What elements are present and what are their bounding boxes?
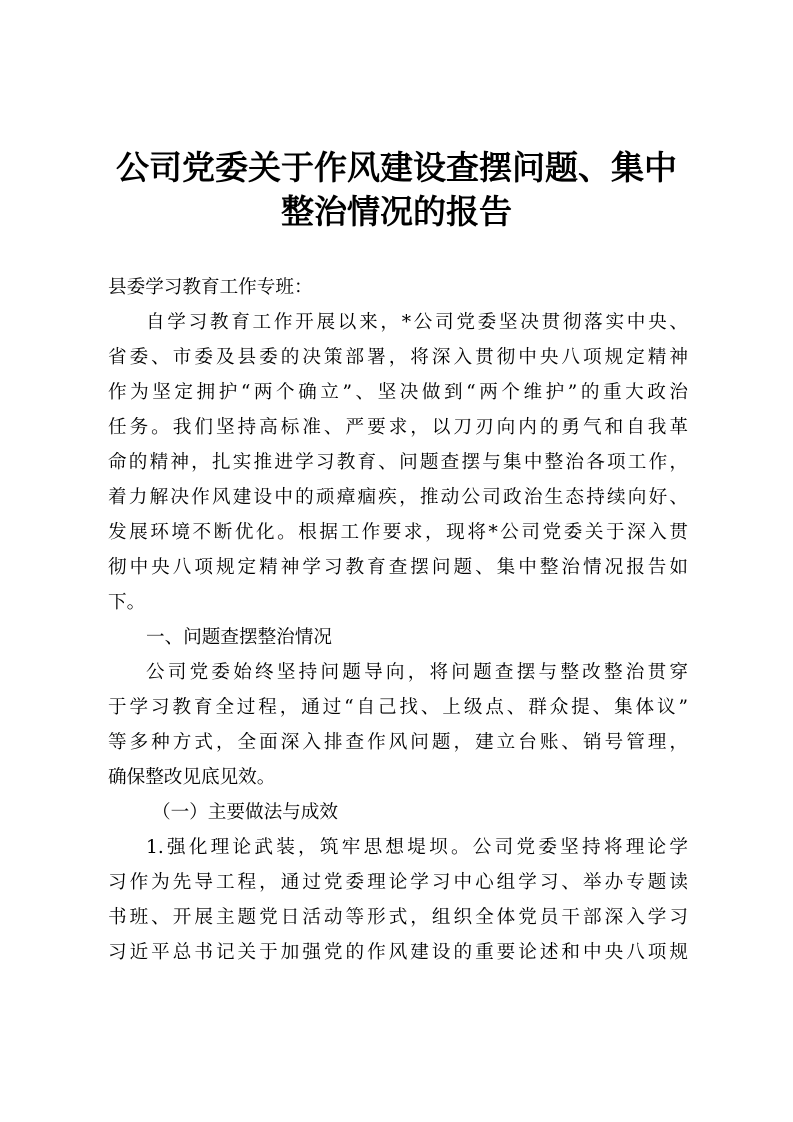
paragraph-line: 书班、开展主题党日活动等形式，组织全体党员干部深入学习 [108,907,688,928]
paragraph-line: 习近平总书记关于加强党的作风建设的重要论述和中央八项规 [108,942,688,963]
paragraph-line: 确保整改见底见效。 [108,767,276,788]
paragraph-line: 发展环境不断优化。根据工作要求，现将*公司党委关于深入贯 [108,522,688,543]
paragraph-line: 等多种方式，全面深入排查作风问题，建立台账、销号管理， [108,732,688,753]
document-body [108,270,688,970]
paragraph-section1 [108,655,688,795]
paragraph-line: 彻中央八项规定精神学习教育查摆问题、集中整治情况报告如 [108,557,688,578]
title-line-1: 公司党委关于作风建设查摆问题、集中 [116,148,677,187]
paragraph-intro [108,305,688,620]
paragraph-line: 1.强化理论武装，筑牢思想堤坝。公司党委坚持将理论学 [146,837,688,858]
paragraph-line: 作为坚定拥护“两个确立”、坚决做到“两个维护”的重大政治 [108,382,688,403]
paragraph-subsection1 [108,830,688,970]
paragraph-line: 公司党委始终坚持问题导向，将问题查摆与整改整治贯穿 [146,662,688,683]
section-heading-1: 一、问题查摆整治情况 [146,627,332,648]
title-line-2: 整治情况的报告 [281,192,512,231]
document-title [60,146,733,234]
paragraph-line: 习作为先导工程，通过党委理论学习中心组学习、举办专题读 [108,872,688,893]
paragraph-line: 自学习教育工作开展以来，*公司党委坚决贯彻落实中央、 [146,312,688,333]
paragraph-line: 省委、市委及县委的决策部署，将深入贯彻中央八项规定精神 [108,347,688,368]
paragraph-line: 任务。我们坚持高标准、严要求，以刀刃向内的勇气和自我革 [108,417,688,438]
addressee: 县委学习教育工作专班： [108,277,313,298]
paragraph-line: 命的精神，扎实推进学习教育、问题查摆与集中整治各项工作， [108,452,688,473]
paragraph-line: 下。 [108,592,146,613]
paragraph-line: 着力解决作风建设中的顽瘴痼疾，推动公司政治生态持续向好、 [108,487,688,508]
subsection-heading-1: （一）主要做法与成效 [152,802,338,823]
paragraph-line: 于学习教育全过程，通过“自己找、上级点、群众提、集体议” [108,697,688,718]
